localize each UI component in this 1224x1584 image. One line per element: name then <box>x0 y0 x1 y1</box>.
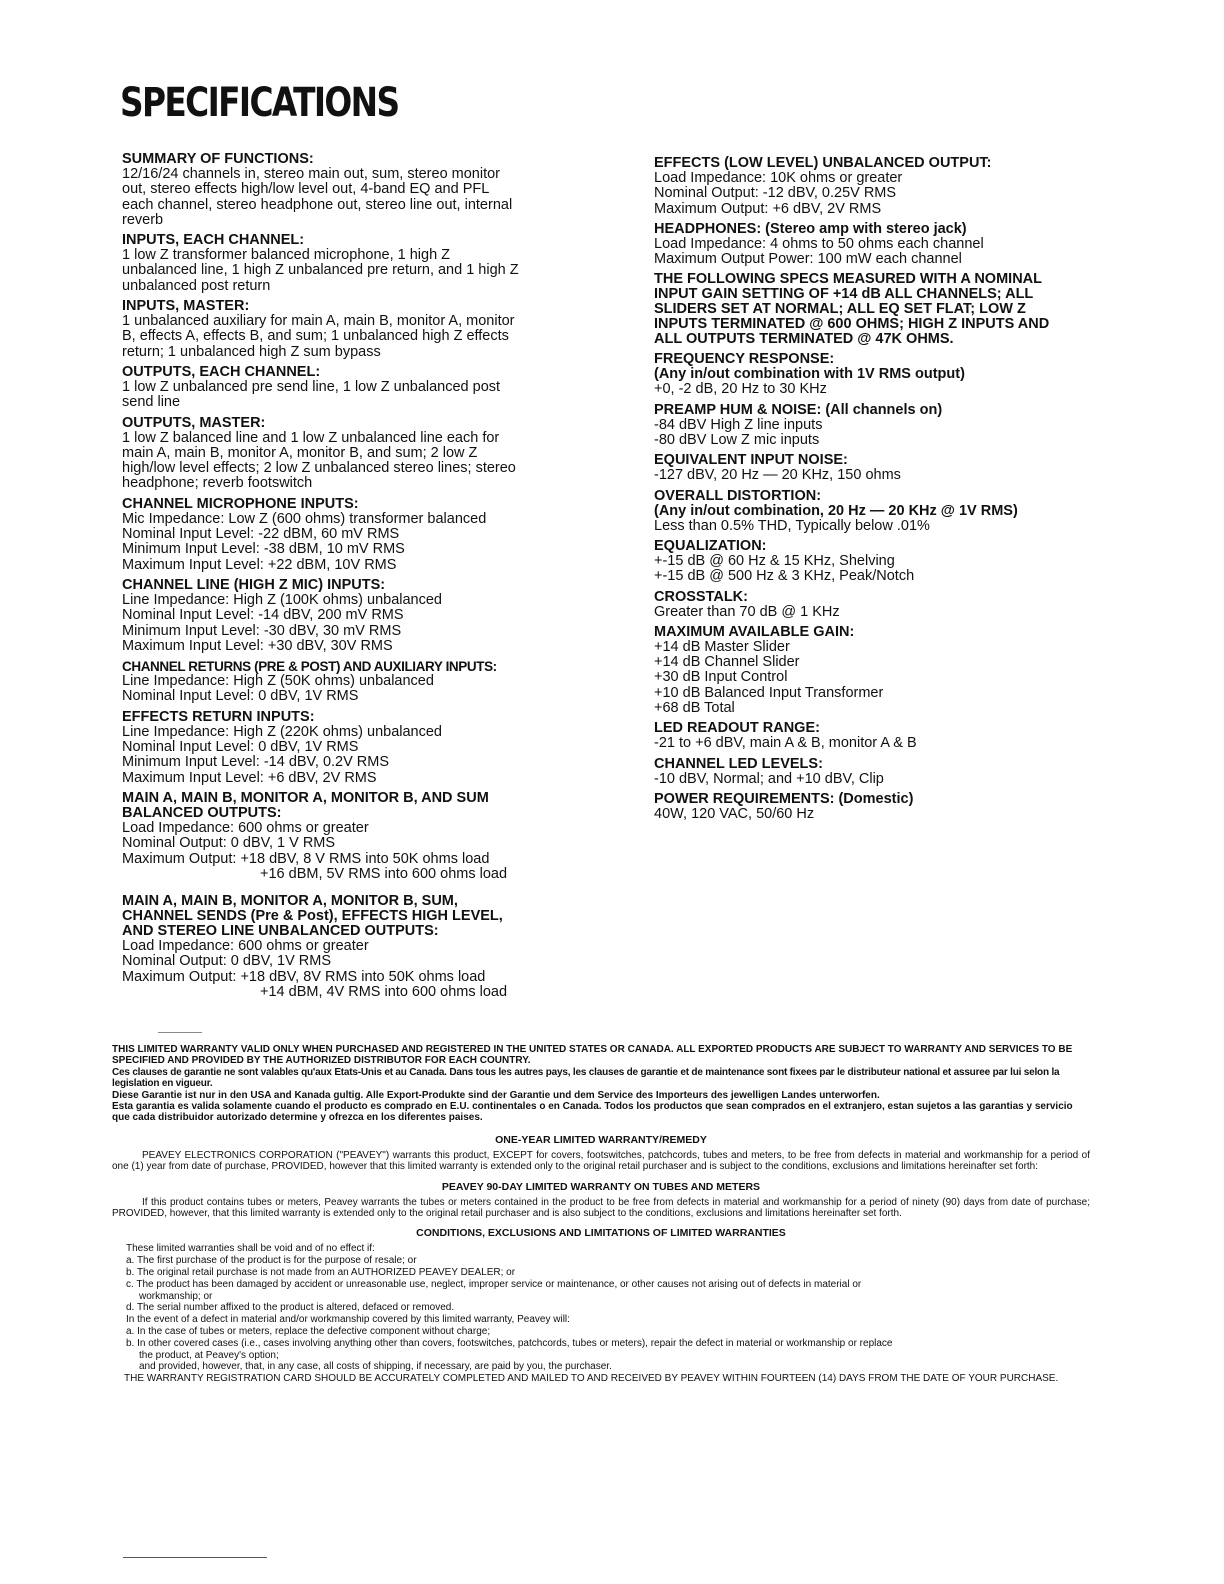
spec-inputs-master <box>122 299 572 360</box>
spec-line: Greater than 70 dB @ 1 KHz <box>654 603 840 620</box>
footer-rule <box>123 1557 267 1558</box>
spec-inputs-each-channel <box>122 233 572 294</box>
spec-line: Nominal Input Level: -22 dBM, 60 mV RMS <box>122 526 400 543</box>
spec-line: Load Impedance: 4 ohms to 50 ohms each channel <box>654 235 984 252</box>
spec-line: high/low level effects; 2 low Z unbalanced stereo lines; stereo <box>122 460 516 477</box>
specs-right-column <box>654 156 1104 827</box>
conditions-intro: These limited warranties shall be void and of no effect if: <box>126 1243 375 1255</box>
spec-heading: THE FOLLOWING SPECS MEASURED WITH A NOMINAL <box>654 271 1042 288</box>
spec-measurement-conditions <box>654 272 1104 347</box>
spec-line: Maximum Output: +18 dBV, 8V RMS into 50K ohms load <box>122 968 486 985</box>
spec-outputs-master <box>122 416 572 492</box>
spec-heading: HEADPHONES: (Stereo amp with stereo jack) <box>654 220 967 237</box>
spec-line: Nominal Output: -12 dBV, 0.25V RMS <box>654 185 897 202</box>
remedy-item: b. In other covered cases (i.e., cases involving anything other than covers, footswitches, patchcords, tubes or meters), repair the defect in material or workmanship or replace <box>126 1337 893 1349</box>
spec-line: Maximum Output: +6 dBV, 2V RMS <box>654 200 882 217</box>
tubes-warranty-heading: PEAVEY 90-DAY LIMITED WARRANTY ON TUBES AND METERS <box>441 1180 761 1193</box>
spec-led-readout-range <box>654 721 1104 751</box>
warranty-notice-english: THIS LIMITED WARRANTY VALID ONLY WHEN PURCHASED AND REGISTERED IN THE UNITED STATES OR CANADA. ALL EXPORTED PRODUCTS ARE SUBJECT TO WARRANTY AND SERVICES TO BE SPECIFIED AND PROVIDED BY THE AUTHORIZED DISTRIBUTOR FOR EACH COUNTRY. <box>112 1044 1073 1067</box>
spec-line: Maximum Output Power: 100 mW each channel <box>654 251 962 268</box>
spec-line: +16 dBM, 5V RMS into 600 ohms load <box>260 865 508 882</box>
registration-notice: THE WARRANTY REGISTRATION CARD SHOULD BE ACCURATELY COMPLETED AND MAILED TO AND RECEIVED BY PEAVEY WITHIN FOURTEEN (14) DAYS FROM THE DATE OF YOUR PURCHASE. <box>124 1373 1059 1385</box>
spec-line: Minimum Input Level: -38 dBM, 10 mV RMS <box>122 541 405 558</box>
spec-line: 12/16/24 channels in, stereo main out, sum, stereo monitor <box>122 166 501 182</box>
spec-equalization <box>654 539 1104 585</box>
one-year-warranty-text: PEAVEY ELECTRONICS CORPORATION ("PEAVEY") warrants this product, EXCEPT for covers, footswitches, patchcords, tubes and meters, to be free from defects in material and workmanship for a period of one (1) year from date of purchase, PROVIDED, however that this limited warranty is extended only to the original retail purchaser and is subject to the conditions, exclusions and limitations hereinafter set forth: <box>112 1149 1090 1173</box>
spec-line: out, stereo effects high/low level out, 4-band EQ and PFL <box>122 181 490 198</box>
spec-heading: CROSSTALK: <box>654 588 748 605</box>
warranty-notice-german: Diese Garantie ist nur in den USA and Kanada gultig. Alle Export-Produkte sind der Garantie und dem Service des Importeurs des jewelligen Landes unterworfen. <box>112 1089 880 1101</box>
spec-balanced-outputs <box>122 791 572 882</box>
spec-heading: MAIN A, MAIN B, MONITOR A, MONITOR B, SUM, <box>122 893 458 910</box>
spec-crosstalk <box>654 590 1104 620</box>
tubes-warranty-text: If this product contains tubes or meters, Peavey warrants the tubes or meters contained in the product to be free from defects in material and workmanship for a period of ninety (90) days from date of purchase; PROVIDED, however, that this limited warranty is extended only to the original retail purchaser and is also subject to the conditions, exclusions and limitations hereinafter set forth. <box>112 1196 1090 1220</box>
spec-line: Minimum Input Level: -30 dBV, 30 mV RMS <box>122 622 402 639</box>
spec-line: Line Impedance: High Z (50K ohms) unbalanced <box>122 673 434 690</box>
spec-line: send line <box>122 394 181 411</box>
spec-heading: AND STEREO LINE UNBALANCED OUTPUTS: <box>122 923 439 940</box>
spec-line: Maximum Output: +18 dBV, 8 V RMS into 50K ohms load <box>122 850 490 867</box>
spec-line: +10 dB Balanced Input Transformer <box>654 684 884 701</box>
spec-line: Load Impedance: 600 ohms or greater <box>122 938 369 955</box>
condition-item: c. The product has been damaged by accident or unreasonable use, neglect, improper service or maintenance, or other causes not arising out of defects in material or <box>126 1278 862 1290</box>
spec-line: +-15 dB @ 60 Hz & 15 KHz, Shelving <box>654 552 895 569</box>
spec-headphones <box>654 222 1104 268</box>
spec-heading: INPUT GAIN SETTING OF +14 dB ALL CHANNELS; ALL <box>654 286 1034 303</box>
remedy-intro: In the event of a defect in material and/or workmanship covered by this limited warranty, Peavey will: <box>126 1314 570 1326</box>
spec-outputs-each-channel <box>122 365 572 411</box>
spec-heading: SUMMARY OF FUNCTIONS: <box>122 151 314 167</box>
spec-heading: CHANNEL LINE (HIGH Z MIC) INPUTS: <box>122 576 386 593</box>
remedy-item: a. In the case of tubes or meters, replace the defective component without charge; <box>126 1326 491 1338</box>
spec-line: +68 dB Total <box>654 700 735 717</box>
spec-heading: CHANNEL SENDS (Pre & Post), EFFECTS HIGH LEVEL, <box>122 908 503 925</box>
spec-heading: OVERALL DISTORTION: <box>654 487 822 504</box>
spec-heading: INPUTS TERMINATED @ 600 OHMS; HIGH Z INPUTS AND <box>654 316 1050 333</box>
spec-line: Mic Impedance: Low Z (600 ohms) transformer balanced <box>122 510 487 527</box>
spec-heading: EFFECTS (LOW LEVEL) UNBALANCED OUTPUT: <box>654 155 992 171</box>
condition-item: b. The original retail purchase is not made from an AUTHORIZED PEAVEY DEALER; or <box>126 1267 516 1279</box>
spec-line: -127 dBV, 20 Hz — 20 KHz, 150 ohms <box>654 467 901 484</box>
spec-heading: EQUALIZATION: <box>654 537 767 554</box>
spec-heading: CHANNEL LED LEVELS: <box>654 755 823 772</box>
spec-line: +-15 dB @ 500 Hz & 3 KHz, Peak/Notch <box>654 568 915 585</box>
spec-line: Nominal Input Level: 0 dBV, 1V RMS <box>122 739 359 756</box>
spec-heading: OUTPUTS, MASTER: <box>122 414 266 431</box>
spec-line: Maximum Input Level: +30 dBV, 30V RMS <box>122 637 393 654</box>
spec-heading: ALL OUTPUTS TERMINATED @ 47K OHMS. <box>654 331 954 348</box>
spec-line: Nominal Input Level: 0 dBV, 1V RMS <box>122 688 359 705</box>
spec-line: 1 low Z balanced line and 1 low Z unbalanced line each for <box>122 429 500 446</box>
spec-heading: PREAMP HUM & NOISE: (All channels on) <box>654 401 943 418</box>
spec-unbalanced-outputs <box>122 894 572 1000</box>
spec-heading: CHANNEL MICROPHONE INPUTS: <box>122 495 359 512</box>
spec-heading: MAXIMUM AVAILABLE GAIN: <box>654 623 855 640</box>
spec-heading: LED READOUT RANGE: <box>654 720 820 737</box>
spec-heading: INPUTS, EACH CHANNEL: <box>122 232 305 249</box>
spec-heading: (Any in/out combination with 1V RMS output) <box>654 366 965 383</box>
spec-line: +14 dBM, 4V RMS into 600 ohms load <box>260 983 508 1000</box>
spec-heading: POWER REQUIREMENTS: (Domestic) <box>654 790 914 807</box>
spec-line: Nominal Output: 0 dBV, 1V RMS <box>122 953 332 970</box>
spec-line: unbalanced post return <box>122 277 271 294</box>
remedy-shipping-note: and provided, however, that, in any case, all costs of shipping, if necessary, are paid by you, the purchaser. <box>139 1361 612 1373</box>
spec-frequency-response <box>654 352 1104 397</box>
spec-heading: BALANCED OUTPUTS: <box>122 804 282 821</box>
spec-line: Nominal Input Level: -14 dBV, 200 mV RMS <box>122 607 404 624</box>
spec-line: -21 to +6 dBV, main A & B, monitor A & B <box>654 735 917 752</box>
spec-line: Less than 0.5% THD, Typically below .01% <box>654 517 930 534</box>
spec-heading: (Any in/out combination, 20 Hz — 20 KHz @ 1V RMS) <box>654 502 1018 519</box>
page-title: SPECIFICATIONS <box>120 80 399 126</box>
spec-heading: EFFECTS RETURN INPUTS: <box>122 708 315 725</box>
spec-line: each channel, stereo headphone out, stereo line out, internal <box>122 196 513 213</box>
spec-line: Minimum Input Level: -14 dBV, 0.2V RMS <box>122 754 390 771</box>
spec-overall-distortion <box>654 489 1104 534</box>
spec-line: Maximum Input Level: +22 dBM, 10V RMS <box>122 556 397 573</box>
spec-heading: FREQUENCY RESPONSE: <box>654 351 835 368</box>
spec-line: 40W, 120 VAC, 50/60 Hz <box>654 805 815 822</box>
spec-line: -84 dBV High Z line inputs <box>654 416 823 433</box>
spec-heading: OUTPUTS, EACH CHANNEL: <box>122 363 321 380</box>
spec-line: headphone; reverb footswitch <box>122 475 313 492</box>
spec-line: Load Impedance: 600 ohms or greater <box>122 819 369 836</box>
spec-line: +14 dB Master Slider <box>654 638 790 655</box>
spec-line: Nominal Output: 0 dBV, 1 V RMS <box>122 835 336 852</box>
conditions-heading: CONDITIONS, EXCLUSIONS AND LIMITATIONS OF LIMITED WARRANTIES <box>416 1227 786 1240</box>
condition-item: a. The first purchase of the product is for the purpose of resale; or <box>126 1255 417 1267</box>
spec-channel-led-levels <box>654 757 1104 787</box>
conditions-list <box>112 1243 1090 1373</box>
one-year-warranty-heading: ONE-YEAR LIMITED WARRANTY/REMEDY <box>495 1133 707 1146</box>
spec-line: Maximum Input Level: +6 dBV, 2V RMS <box>122 769 377 786</box>
warranty-notice-spanish: Esta garantia es valida solamente cuando el producto es comprado en E.U. continentales o en Canada. Todos los productos que sean comprados en el extranjero, estan sujetos a las garantias y servicio que cada distribuidor autorizado determine y ofrezca en los diferentes paises. <box>112 1101 1073 1124</box>
spec-line: return; 1 unbalanced high Z sum bypass <box>122 343 381 360</box>
spec-channel-returns <box>122 659 572 705</box>
spec-line: 1 low Z transformer balanced microphone, 1 high Z <box>122 247 451 264</box>
spec-heading: CHANNEL RETURNS (PRE & POST) AND AUXILIARY INPUTS: <box>122 659 497 675</box>
spec-effects-return-inputs <box>122 710 572 786</box>
spec-line: 1 unbalanced auxiliary for main A, main B, monitor A, monitor <box>122 313 515 330</box>
spec-equivalent-input-noise <box>654 453 1104 483</box>
spec-line: Load Impedance: 10K ohms or greater <box>654 170 903 186</box>
spec-line: Line Impedance: High Z (100K ohms) unbalanced <box>122 591 442 608</box>
remedy-item-continued: the product, at Peavey's option; <box>139 1349 279 1361</box>
specs-left-column <box>122 152 572 1005</box>
divider <box>158 1032 202 1033</box>
spec-channel-microphone-inputs <box>122 497 572 573</box>
spec-line: main A, main B, monitor A, monitor B, and sum; 2 low Z <box>122 444 478 461</box>
spec-line: -10 dBV, Normal; and +10 dBV, Clip <box>654 770 884 787</box>
spec-channel-line-inputs <box>122 578 572 654</box>
warranty-section <box>112 1044 1090 1385</box>
spec-line: -80 dBV Low Z mic inputs <box>654 432 820 449</box>
spec-heading: SLIDERS SET AT NORMAL; ALL EQ SET FLAT; LOW Z <box>654 301 1026 318</box>
spec-heading: INPUTS, MASTER: <box>122 298 250 315</box>
spec-line: reverb <box>122 211 164 228</box>
spec-heading: EQUIVALENT INPUT NOISE: <box>654 452 848 469</box>
spec-effects-low-level-output <box>654 156 1104 217</box>
spec-line: unbalanced line, 1 high Z unbalanced pre return, and 1 high Z <box>122 262 519 279</box>
warranty-notice-french: Ces clauses de garantie ne sont valables qu'aux Etats-Unis et au Canada. Dans tous les autres pays, les clauses de garantie et de maintenance sont fixees par le distributeur national et assuree par lui selon la legislation en vigueur. <box>112 1066 1060 1090</box>
spec-summary-of-functions <box>122 152 572 228</box>
spec-line: +30 dB Input Control <box>654 669 788 686</box>
spec-power-requirements <box>654 792 1104 822</box>
spec-line: +0, -2 dB, 20 Hz to 30 KHz <box>654 381 827 398</box>
spec-maximum-available-gain <box>654 625 1104 716</box>
spec-line: Line Impedance: High Z (220K ohms) unbalanced <box>122 723 442 740</box>
spec-line: 1 low Z unbalanced pre send line, 1 low Z unbalanced post <box>122 378 501 395</box>
spec-heading: MAIN A, MAIN B, MONITOR A, MONITOR B, AND SUM <box>122 789 489 806</box>
spec-line: B, effects A, effects B, and sum; 1 unbalanced high Z effects <box>122 328 509 345</box>
spec-preamp-hum-noise <box>654 403 1104 449</box>
spec-line: +14 dB Channel Slider <box>654 654 800 671</box>
condition-item: d. The serial number affixed to the product is altered, defaced or removed. <box>126 1302 455 1314</box>
condition-item-continued: workmanship; or <box>139 1290 213 1302</box>
